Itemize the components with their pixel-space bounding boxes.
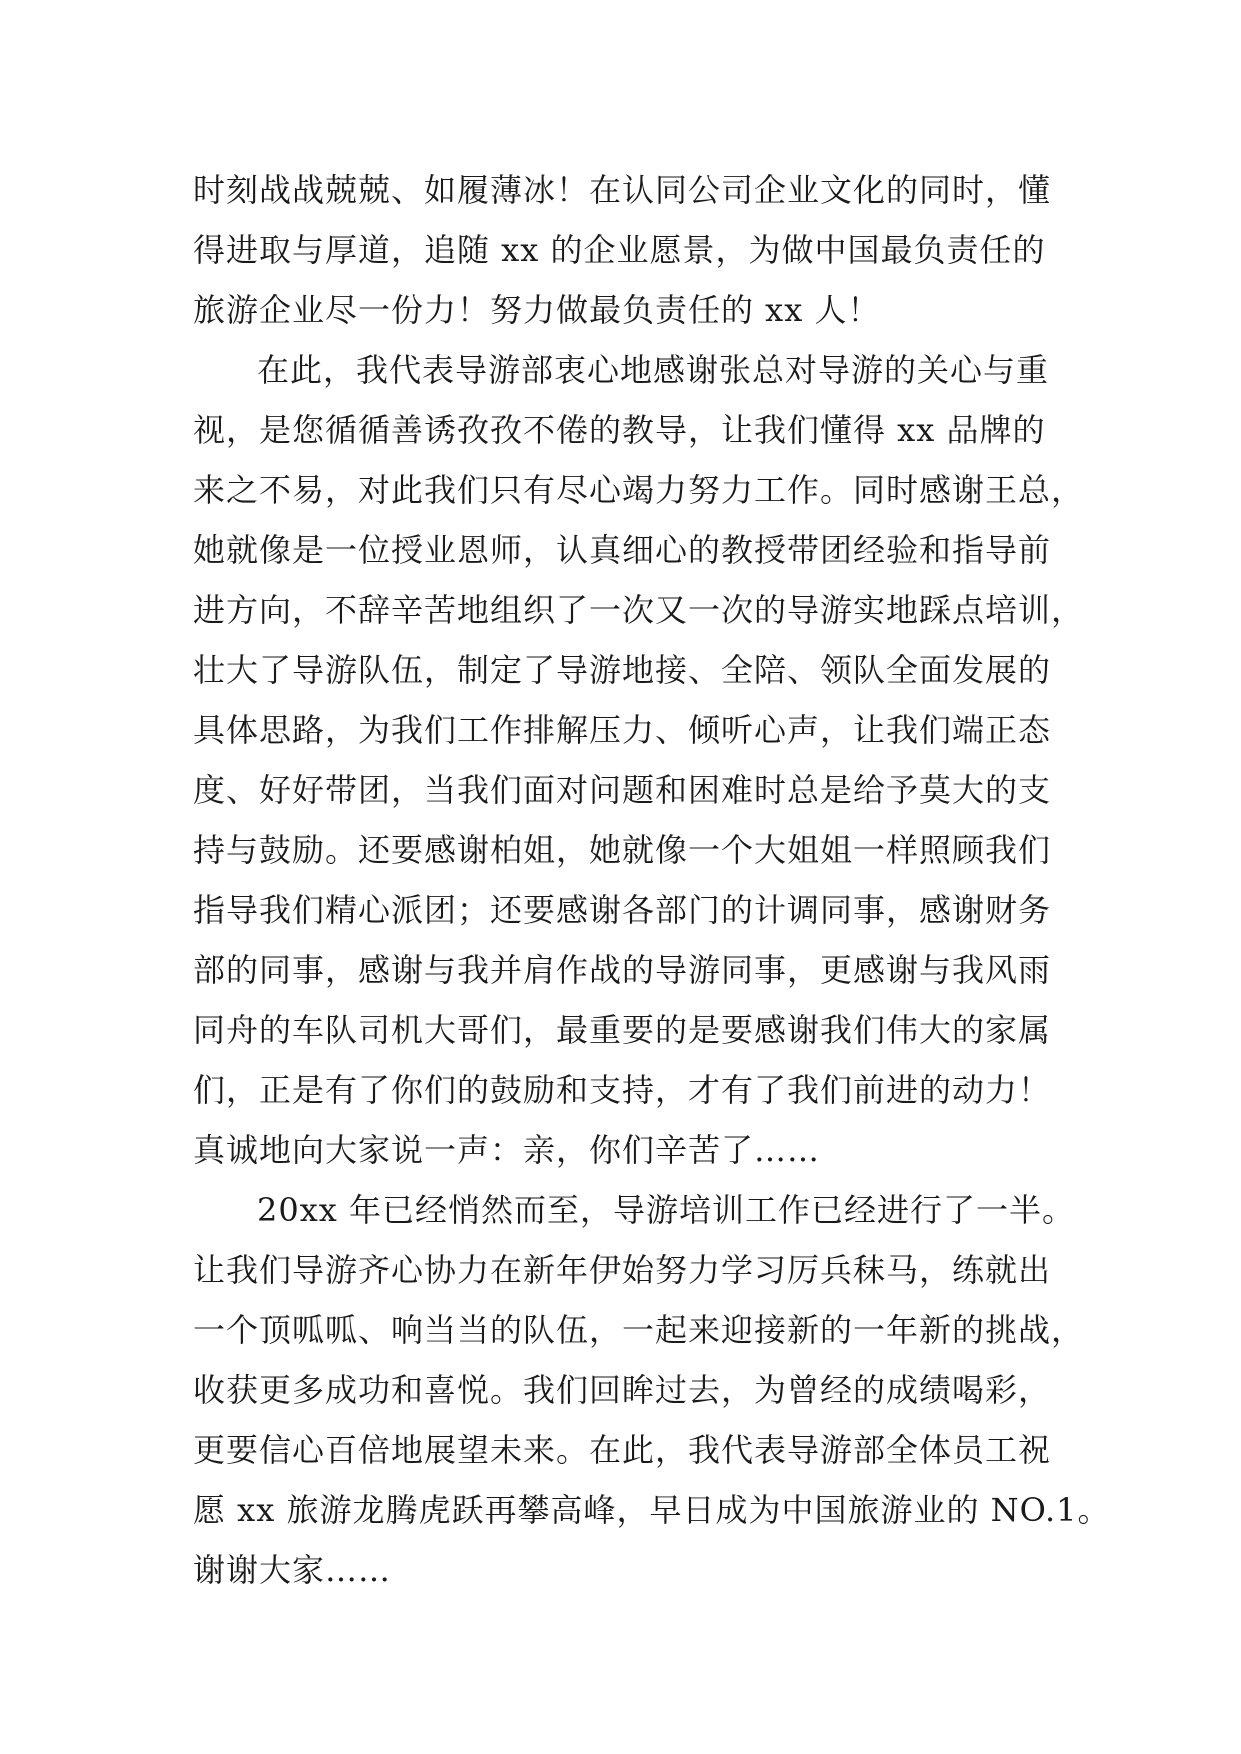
text-line: 同舟的车队司机大哥们，最重要的是要感谢我们伟大的家属	[193, 1011, 1052, 1049]
text-line: 部的同事，感谢与我并肩作战的导游同事，更感谢与我风雨	[193, 951, 1052, 989]
paragraph-start-line: 20xx 年已经悄然而至，导游培训工作已经进行了一半。	[257, 1191, 1075, 1229]
text-line: 谢谢大家……	[193, 1551, 392, 1589]
document-body	[193, 160, 1111, 1600]
text-line: 收获更多成功和喜悦。我们回眸过去，为曾经的成绩喝彩，	[193, 1371, 1052, 1409]
text-line: 真诚地向大家说一声：亲，你们辛苦了……	[193, 1131, 821, 1169]
text-line: 得进取与厚道，追随 xx 的企业愿景，为做中国最负责任的	[193, 231, 1046, 269]
text-line: 进方向，不辞辛苦地组织了一次又一次的导游实地踩点培训，	[193, 591, 1085, 629]
text-line: 来之不易，对此我们只有尽心竭力努力工作。同时感谢王总，	[193, 471, 1085, 509]
text-line: 壮大了导游队伍，制定了导游地接、全陪、领队全面发展的	[193, 651, 1052, 689]
text-line: 时刻战战兢兢、如履薄冰！在认同公司企业文化的同时，懂	[193, 171, 1052, 209]
paragraph-start-line: 在此，我代表导游部衷心地感谢张总对导游的关心与重	[257, 351, 1050, 389]
text-line: 旅游企业尽一份力！努力做最负责任的 xx 人！	[193, 291, 881, 329]
text-line: 指导我们精心派团；还要感谢各部门的计调同事，感谢财务	[193, 891, 1052, 929]
text-line: 度、好好带团，当我们面对问题和困难时总是给予莫大的支	[193, 771, 1052, 809]
text-line: 更要信心百倍地展望未来。在此，我代表导游部全体员工祝	[193, 1431, 1052, 1469]
text-line: 让我们导游齐心协力在新年伊始努力学习厉兵秣马，练就出	[193, 1251, 1052, 1289]
text-line: 她就像是一位授业恩师，认真细心的教授带团经验和指导前	[193, 531, 1052, 569]
text-line: 持与鼓励。还要感谢柏姐，她就像一个大姐姐一样照顾我们	[193, 831, 1052, 869]
text-line: 愿 xx 旅游龙腾虎跃再攀高峰，早日成为中国旅游业的 NO.1。	[193, 1491, 1111, 1529]
text-line: 视，是您循循善诱孜孜不倦的教导，让我们懂得 xx 品牌的	[193, 411, 1046, 449]
text-line: 们，正是有了你们的鼓励和支持，才有了我们前进的动力！	[193, 1071, 1052, 1109]
text-line: 具体思路，为我们工作排解压力、倾听心声，让我们端正态	[193, 711, 1052, 749]
text-line: 一个顶呱呱、响当当的队伍，一起来迎接新的一年新的挑战，	[193, 1311, 1085, 1349]
